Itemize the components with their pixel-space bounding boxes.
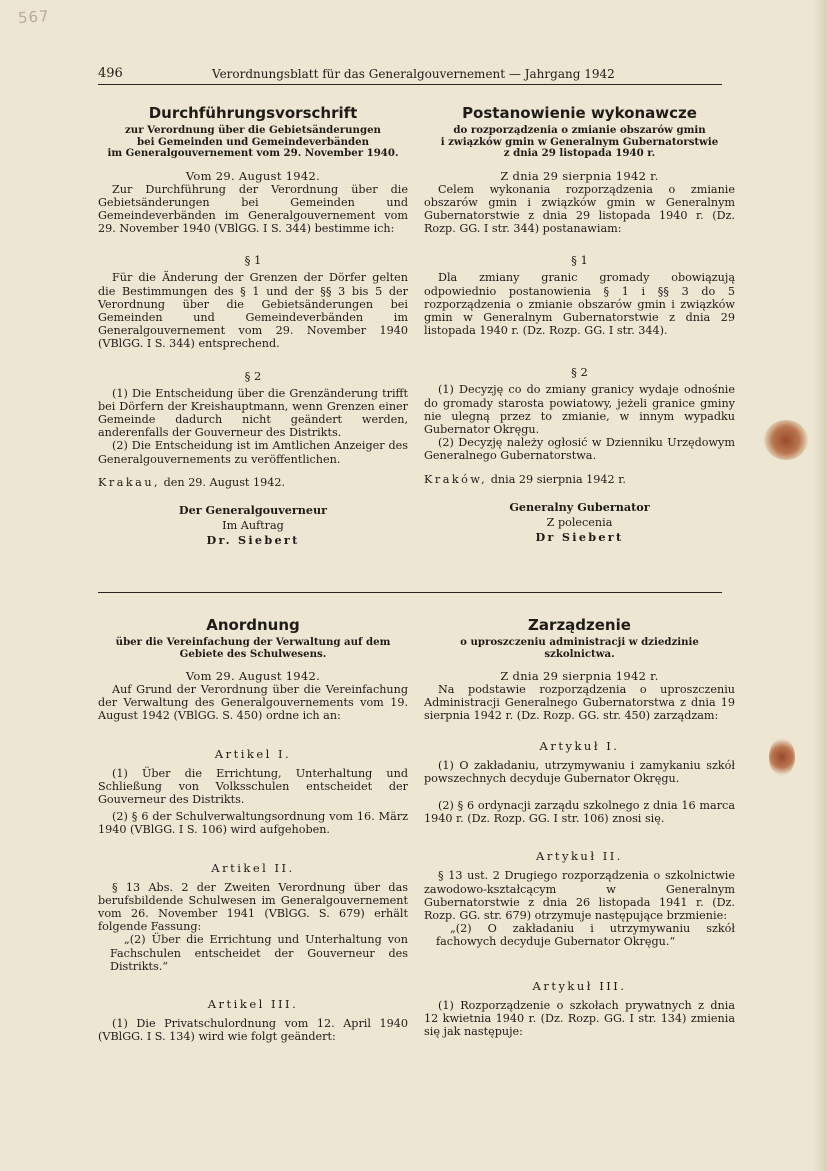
article-heading: Artikel II. [211,860,295,875]
running-title: Verordnungsblatt für das Generalgouvernement — Jahrgang 1942 [212,67,615,81]
paragraph-heading: § 1 [244,253,262,268]
place-date: dnia 29 sierpnia 1942 r. [487,472,626,486]
durchfuehrungsvorschrift-column [98,104,408,548]
article-heading: Artikel I. [214,746,292,761]
signature-block [98,503,408,548]
rust-stain [769,738,795,776]
subtitle-line: im Generalgouvernement vom 29. November 1940. [107,147,399,159]
body-paragraph: (2) Decyzję należy ogłosić w Dzienniku Urzędowym Generalnego Gubernatorstwa. [424,436,735,463]
intro-paragraph: Auf Grund der Verordnung über die Vereinfachung der Verwaltung des Generalgouvernements vom 19. August 1942 (VBlGG. S. 450) ordne ich an: [98,683,408,723]
section-title: Zarządzenie [528,616,631,634]
place-name: Kraków, [424,472,488,486]
archive-stamp: 567 [17,6,51,28]
intro-paragraph: Na podstawie rozporządzenia o uproszczeniu Administracji Generalnego Gubernatorstwa z dnia 19 sierpnia 1942 r. (Dz. Rozp. GG. str. 450) zarządzam: [424,683,735,723]
subtitle-line: szkolnictwa. [544,647,615,660]
subtitle-line: zur Verordnung über die Gebietsänderungen [125,124,381,136]
rust-stain [764,420,808,460]
article-heading: Artykuł II. [536,849,623,864]
subtitle-line: Gebiete des Schulwesens. [179,647,327,660]
article-heading: Artykuł III. [532,978,627,993]
body-paragraph: (1) Decyzję co do zmiany granicy wydaje odnośnie do gromady starosta powiatowy, jeżeli granice gminy nie ulegną przez to zmianie, w innym wypadku Gubernator Okręgu. [424,383,735,436]
body-paragraph: (1) Die Privatschulordnung vom 12. April 1940 (VBlGG. I S. 134) wird wie folgt geändert: [98,1017,408,1044]
section-date: Vom 29. August 1942. [185,669,321,683]
paragraph-heading: § 2 [571,365,588,380]
body-paragraph: Dla zmiany granic gromady obowiązują odpowiednio postanowienia § 1 i §§ 3 do 5 rozporządzenia o zmianie obszarów gmin i związków gmin w Generalnym Gubernatorstwie z dnia 29 listopada 1940 r. (Dz. Rozp. GG. I str. 344). [424,271,735,338]
signature-note: Z polecenia [546,515,613,529]
subtitle-line: bei Gemeinden und Gemeindeverbänden [136,135,370,148]
article-heading: Artykuł I. [539,738,620,753]
body-paragraph: (2) Die Entscheidung ist im Amtlichen Anzeiger des Generalgouvernements zu veröffentlichen. [98,439,408,466]
intro-paragraph: Zur Durchführung der Verordnung über die Gebietsänderungen bei Gemeinden und Gemeindeverbänden im Generalgouvernement vom 29. November 1940 (VBlGG. I S. 344) bestimme ich: [98,182,408,236]
signatory-name: Dr Siebert [535,529,624,544]
place-date-line [98,476,408,489]
place-date-line [424,473,735,486]
signature-note: Im Auftrag [222,518,284,532]
subtitle-line: o uproszczeniu administracji w dziedzinie [460,636,699,648]
place-date: den 29. August 1942. [160,475,286,489]
anordnung-column [98,616,408,1043]
section-divider [98,592,722,593]
signature-block [424,500,735,545]
paragraph-heading: § 2 [244,368,262,383]
postanowienie-column [424,104,735,545]
section-date: Z dnia 29 sierpnia 1942 r. [500,168,659,183]
body-paragraph: § 13 Abs. 2 der Zweiten Verordnung über das berufsbildende Schulwesen im Generalgouvernement vom 26. November 1941 (VBlGG. S. 679) erhält folgende Fassung: [98,880,408,934]
section-date: Vom 29. August 1942. [185,168,321,183]
article-heading: Artikel III. [207,997,299,1012]
body-paragraph: (1) Über die Errichtung, Unterhaltung und Schließung von Volksschulen entscheidet der Gouverneur des Distrikts. [98,766,408,807]
page-header [98,64,722,85]
page-edge-shading [813,0,827,1171]
subtitle-line: i związków gmin w Generalnym Gubernatorstwie [440,135,719,148]
body-paragraph: (1) Rozporządzenie o szkołach prywatnych z dnia 12 kwietnia 1940 r. (Dz. Rozp. GG. I str. 134) zmienia się jak następuje: [424,998,735,1039]
body-paragraph: (1) O zakładaniu, utrzymywaniu i zamykaniu szkół powszechnych decyduje Gubernator Okręgu. [424,758,735,785]
section-title: Postanowienie wykonawcze [462,104,697,122]
section-date: Z dnia 29 sierpnia 1942 r. [500,669,659,683]
subtitle-line: z dnia 29 listopada 1940 r. [503,147,656,159]
body-paragraph: (1) Die Entscheidung über die Grenzänderung trifft bei Dörfern der Kreishauptmann, wenn Grenzen einer Gemeinde dadurch nicht geändert werden, anderenfalls der Gouverneur des Distrikts. [98,386,408,440]
section-title: Anordnung [206,616,300,634]
body-paragraph: (2) § 6 der Schulverwaltungsordnung vom 16. März 1940 (VBlGG. I S. 106) wird aufgehoben. [98,810,408,837]
intro-paragraph: Celem wykonania rozporządzenia o zmianie obszarów gmin i związków gmin w Generalnym Gubernatorstwie z dnia 29 listopada 1940 r. (Dz. Rozp. GG. I str. 344) postanawiam: [424,182,735,236]
signatory-name: Dr. Siebert [206,532,300,547]
place-name: Krakau, [98,475,161,489]
section-subtitle [98,125,408,160]
subtitle-line: do rozporządzenia o zmianie obszarów gmin [453,124,706,136]
quoted-paragraph: „(2) O zakładaniu i utrzymywaniu szkół fachowych decyduje Gubernator Okręgu.“ [436,922,735,949]
section-subtitle [98,637,408,660]
section-subtitle [424,125,735,160]
zarzadzenie-column [424,616,735,1038]
subtitle-line: über die Vereinfachung der Verwaltung auf dem [115,636,391,648]
body-paragraph: (2) § 6 ordynacji zarządu szkolnego z dnia 16 marca 1940 r. (Dz. Rozp. GG. I str. 106) znosi się. [424,799,735,826]
page-number: 496 [98,66,123,81]
body-paragraph: § 13 ust. 2 Drugiego rozporządzenia o szkolnictwie zawodowo-kształcącym w Generalnym Gubernatorstwie z dnia 26 listopada 1941 r. (Dz. Rozp. GG. str. 679) otrzymuje następujące brzmienie: [424,869,735,923]
signatory-title: Der Generalgouverneur [178,502,328,517]
section-subtitle [424,637,735,660]
body-paragraph: Für die Änderung der Grenzen der Dörfer gelten die Bestimmungen des § 1 und der §§ 3 bis 5 der Verordnung über die Gebietsänderungen bei Gemeinden und Gemeindeverbänden im Generalgouvernement vom 29. November 1940 (VBlGG. I S. 344) entsprechend. [98,271,408,351]
section-title: Durchführungsvorschrift [148,104,358,122]
quoted-paragraph: „(2) Über die Errichtung und Unterhaltung von Fachschulen entscheidet der Gouverneur des Distrikts.“ [110,933,408,973]
signatory-title: Generalny Gubernator [509,499,650,514]
paragraph-heading: § 1 [571,253,588,268]
